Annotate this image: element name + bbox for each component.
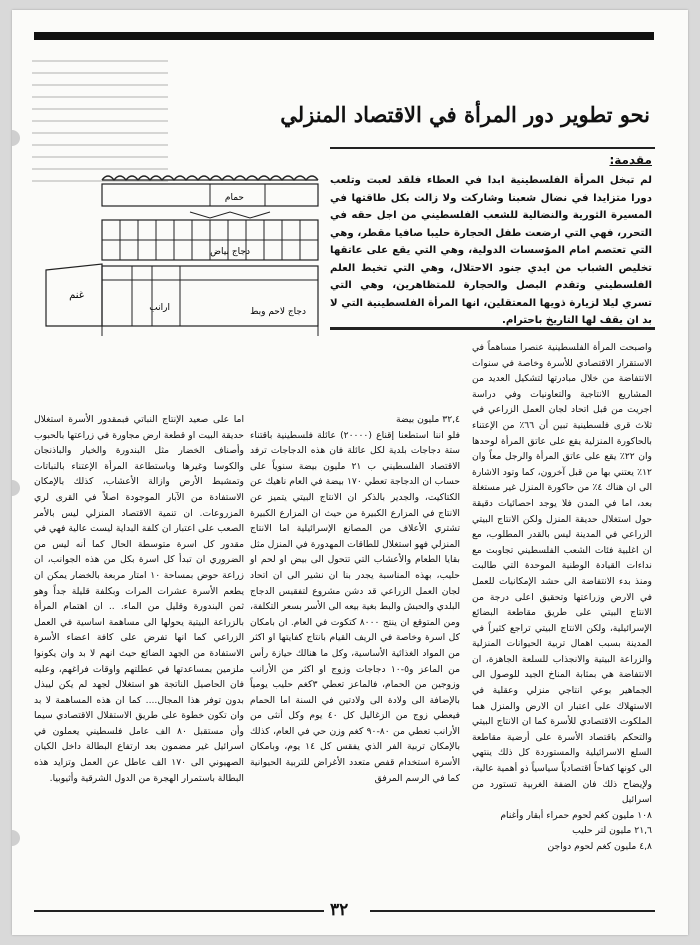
intro-top-rule [330, 147, 655, 149]
column-right [472, 340, 652, 855]
page-number: ٣٢ [330, 900, 349, 920]
footer-rule-left [34, 910, 324, 912]
column-middle-text: فلو اننا استطعنا إقناع (٢٠٠٠٠) عائلة فلسطينية باقتناء ستة دجاجات بلدية لكل عائلة فان هذه الدجاجات ترفد الاقتصاد الفلسطيني ب ٢١ مليون بيضة سنوياً على حساب ان الدجاجة تعطي ١٧٠ بيضة في العام ناهيك عن الكتاكيت، والجدير بالذكر ان الانتاج البيتي يتميز عن الانتاج في المزارع الكبيرة من حيث ان المزارع الكبيرة تشتري الأعلاف من المصانع الإسرائيلية اما الانتاج المنزلي فهو استغلال للطاقات المهدورة في المنزل مثل بقايا الطعام والأعشاب التي تتحول الى بيض او لحم او حليب، بهذه المناسبة يجدر بنا ان نشير الى ان اتحاد لجان العمل الزراعي قد دشن مشروع لتفقيس الدجاج البلدي والحبش والبط بغية بيعه الى الأسر بسعر التكلفة، ومن المتوقع ان ينتج ٨٠٠٠ كتكوت في العام. ان بامكان كل اسرة وخاصة في الريف القيام بانتاج كفايتها او اكثر من المواد الغذائية الأساسية، وكل ما هنالك حيازة رأس من الماعز و٥-١٠ دجاجات وزوج او اكثر من الأرانب وزوجين من الحمام، فالماعز تعطي ٣كغم حليب يومياً بالإضافة الى ولادة الى ولادتين في السنة اما الحمام فيعطي زوج من الزغاليل كل ٤٠ يوم وكل أنثى من الأرانب تعطي من ٨٠-٩٠ كغم وزن حي في العام، كذلك بالإمكان تربية الفر الذي يفقس كل ١٤ يوم، وبامكان الأسرة استخدام قفص متعدد الأغراض للتربية الحيوانية كما في الرسم المرفق [249, 429, 461, 784]
stat-line: ٢١,٦ مليون لتر حليب [572, 825, 652, 837]
magazine-page [12, 10, 688, 935]
column-left-text: اما على صعيد الإنتاج النباتي فبمقدور الأسرة استغلال حديقة البيت او قطعة ارض مجاورة في زراعتها بالحبوب وأصناف الخضار مثل البندورة والخيار والباذنجان والكوسا وغيرها وباستطاعة المرأة الإعتناء بالنباتات وتمشيط الأرض وازالة الأعشاب، كذلك بالإمكان الاستفادة من الآبار الموجودة اصلاً في القرى لري المزروعات. ان تنمية الاقتصاد المنزلي ليس بالأمر الصعب على اعتبار ان كلفة البداية ليست عالية فهي في مقدور كل اسرة متوسطة الحال كما أنه ليس من الضروري ان تبدأ كل اسرة بكل من هذه الجوانب، ان زراعة حوض بمساحة ١٠ امتار مربعة بالخضار يمكن ان يطعم الأسرة عشرات المرات وبكلفة قليلة جداً وهو ثمن البندورة وقليل من الماء. .. ان اهتمام المرأة بالزراعة البيتية يحولها الى مساهمة اساسية في العمل الزراعي كما انها تفرض على كافة اعضاء الأسرة الاستفادة من الجهد الضائع حيث انهم لا بد وان يكونوا ملزمين بمساعدتها في عطلتهم واوقات فراغهم، وعليه فان الحاصيل الناتجة هو استغلال لجهد لم يكن ليبذل بدون توفر هذا المجال.... كما ان هذه المساهمة لا بد وان تكون خطوة على طريق الاستقلال الاقتصادي سيما وأن مستقبل ٨٠ الف عامل فلسطيني يعملون في اسرائيل غير مضمون بعد ارتفاع البطالة داخل الكيان الصهيوني الى ١٧٠ الف عاطل عن العمل وتزايد هذه البطالة باستمرار الهجرة من الدول الشرقية وأثيوبيا. [34, 414, 244, 784]
top-rule [34, 32, 654, 40]
intro-bottom-rule [330, 327, 655, 330]
stat-line: ٣٢,٤ مليون بيضة [395, 414, 460, 425]
intro-label: مقدمة: [609, 153, 652, 167]
label-sheep: غنم [69, 290, 84, 301]
label-rabbits: ارانب [149, 303, 170, 313]
column-left [34, 412, 244, 786]
label-pigeons: حمام [224, 193, 244, 203]
column-right-text: واصبحت المرأة الفلسطينية عنصرا مساهماً في الاستقرار الاقتصادي للأسرة وخاصة في سنوات الانتفاضة من خلال مبادرتها لتشكيل العديد من المشاريع الانتاجية والتعاونيات وفي دراسة اجريت من قبل اتحاد لجان العمل الزراعي في ثلاث قرى فلسطينية تبين أن ٦٦٪ من الإعتناء بالحاكورة المنزلية يقع على عاتق المرأة لوحدها وان ٢٢٪ يقع على عاتق المرأة والرجل معاً وان ١٢٪ يعتني بها من قبل آخرون، كما وتود الاشارة الى ان هناك ٤٪ من حاكورة المنزل غير مستغلة بعد، اما في المدن فلا يوجد احصائيات دقيقة حول استغلال حديقة المنزل ولكن الانتاج البيتي الزراعي في المدينة ليس بالقدر المطلوب، مع ان اغلبية فئات الشعب الفلسطيني تجاوبت مع نداءات القيادة الوطنية الموحدة التي طالبت ومنذ بدء الانتفاضة الى حشد الإمكانيات للعمل في الارض وزراعتها وتحقيق اعلى درجة من الانتاج البيتي على طريق مقاطعة البضائع الإسرائيلية، ولكن الانتاج البيتي تراجع كثيراً في المدينة بسبب اهمال تربية الحيوانات المنزلية والزراعة البيتية والانجذاب للسلعة الجاهزة، ان الانتفاضة هي بمثابة المناخ الجيد للوصول الى الجماهير بوعي انتاجي منزلي وعقلية في الاستهلاك على اعتبار ان الارض والمنزل هما الملكوت الاقتصادي للأسرة كما ان الانتاج البيتي والتحكم باقتصاد الأسرة على أرضية مقاطعة السلع الاسرائيلية والمستوردة كل ذلك ينتهي الى كونها كفاحاً اقتصادياً سياسياً ذو أهمية عالية، ولإيضاح ذلك فان الضفة الغربية تستورد من اسرائيل [472, 342, 652, 806]
stat-line: ١٠٨ مليون كغم لحوم حمراء أبقار وأغنام [500, 809, 652, 821]
animal-cage-drawing [40, 160, 325, 340]
footer-rule-right [370, 910, 655, 912]
stat-line: ٤,٨ مليون كغم لحوم دواجن [547, 841, 652, 852]
binder-hole [12, 830, 20, 846]
binder-hole [12, 130, 20, 146]
label-laying-hens: دجاج بياض [210, 247, 250, 257]
intro-paragraph: لم تبخل المرأة الفلسطينية ابدا في العطاء فلقد لعبت وتلعب دورا متزايدا في نضال شعبنا وشاركت ولا زالت بكل طاقتها في المسيرة الثورية والنضالية للشعب الفلسطيني من اجل حقه في التحرر، فهي التي ارضعت طفل الحجارة حليبا صافيا مقطر، وهي التي تعتصم امام المؤسسات الدولية، وهي التي يقع على عاتقها تخليص الشباب من ايدي جنود الاحتلال، وهي التي تخيط العلم الفلسطيني وتقدم البصل والحجارة للمتظاهرين، وهي التي تسري ليلا لزيارة ذويها المعتقلين، انها المرأة الفلسطينية التي لا بد ان يقف لها التاريخ باحترام. [330, 175, 652, 326]
article-title: نحو تطوير دور المرأة في الاقتصاد المنزلي [280, 102, 650, 127]
label-broilers: دجاج لاحم وبط [250, 307, 306, 317]
binder-hole [12, 480, 20, 496]
column-middle [250, 412, 460, 786]
